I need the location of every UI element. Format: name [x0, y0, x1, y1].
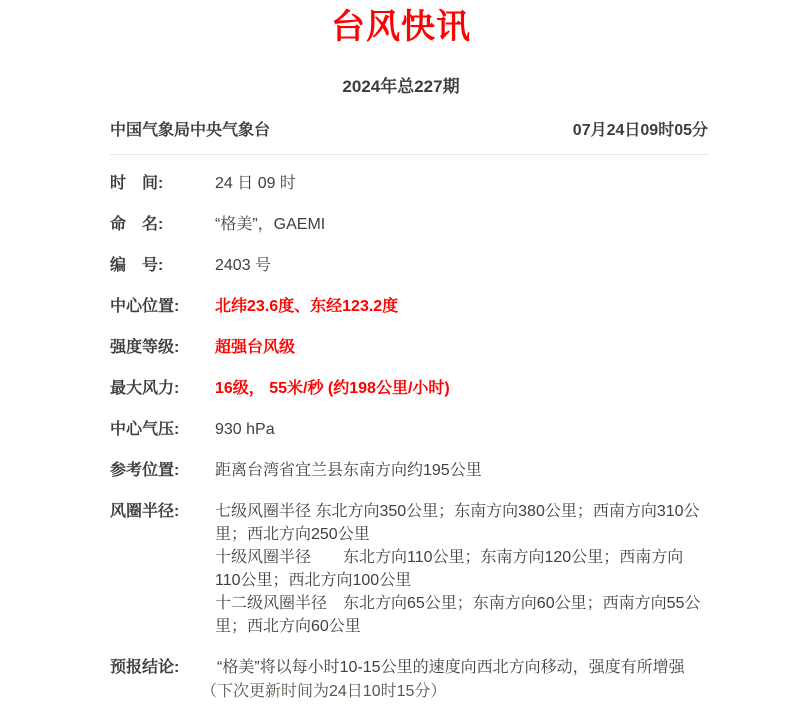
- forecast-next-update: （下次更新时间为24日10时15分）: [201, 683, 447, 700]
- row-reference-position: [110, 459, 708, 482]
- wind-circle-level12: 十二级风圈半径 东北方向65公里；东南方向60公里；西南方向55公里；西北方向60公里: [215, 595, 701, 635]
- row-forecast: [110, 656, 708, 704]
- row-name-value: “格美”，GAEMI: [215, 216, 326, 233]
- wind-circle-level7: 七级风圈半径 东北方向350公里；东南方向380公里；西南方向310公里；西北方向250公里: [215, 503, 700, 543]
- wind-circle-level10: 十级风圈半径 东北方向110公里；东南方向120公里；西南方向110公里；西北方向100公里: [215, 549, 684, 589]
- bulletin-header: [110, 120, 708, 155]
- row-center-position: [110, 295, 708, 318]
- row-pressure: [110, 418, 708, 441]
- row-wind-circle-value: [201, 500, 708, 638]
- row-name: [110, 213, 708, 236]
- row-intensity: [110, 336, 708, 359]
- row-reference-position-label: 参考位置:: [110, 462, 180, 479]
- row-forecast-value: [201, 656, 685, 704]
- row-number-value: 2403 号: [215, 257, 272, 274]
- forecast-conclusion: “格美”将以每小时10-15公里的速度向西北方向移动，强度有所增强: [201, 659, 685, 676]
- row-time: [110, 172, 708, 195]
- row-name-label: 命 名:: [110, 216, 164, 233]
- row-forecast-label: 预报结论:: [110, 659, 180, 676]
- row-pressure-value: 930 hPa: [215, 421, 275, 438]
- row-wind-circle: [110, 500, 708, 638]
- row-max-wind-label: 最大风力:: [110, 380, 180, 397]
- issue-datetime: 07月24日09时05分: [572, 122, 708, 139]
- row-intensity-label: 强度等级:: [110, 339, 180, 356]
- bulletin-rows: [110, 172, 708, 704]
- row-max-wind: [110, 377, 708, 400]
- bulletin-body: [110, 120, 708, 704]
- agency-name: 中国气象局中央气象台: [110, 122, 271, 139]
- row-number-label: 编 号:: [110, 257, 164, 274]
- row-time-value: 24 日 09 时: [215, 175, 296, 192]
- row-max-wind-value: 16级， 55米/秒 (约198公里/小时): [215, 380, 450, 397]
- row-number: [110, 254, 708, 277]
- row-reference-position-value: 距离台湾省宜兰县东南方向约195公里: [215, 462, 482, 479]
- issue-number: 2024年总227期: [342, 77, 460, 96]
- page-title: 台风快讯: [331, 8, 471, 46]
- row-center-position-label: 中心位置:: [110, 298, 180, 315]
- row-intensity-value: 超强台风级: [215, 339, 296, 356]
- row-center-position-value: 北纬23.6度、东经123.2度: [215, 298, 399, 315]
- row-pressure-label: 中心气压:: [110, 421, 180, 438]
- row-time-label: 时 间:: [110, 175, 164, 192]
- row-wind-circle-label: 风圈半径:: [110, 503, 180, 520]
